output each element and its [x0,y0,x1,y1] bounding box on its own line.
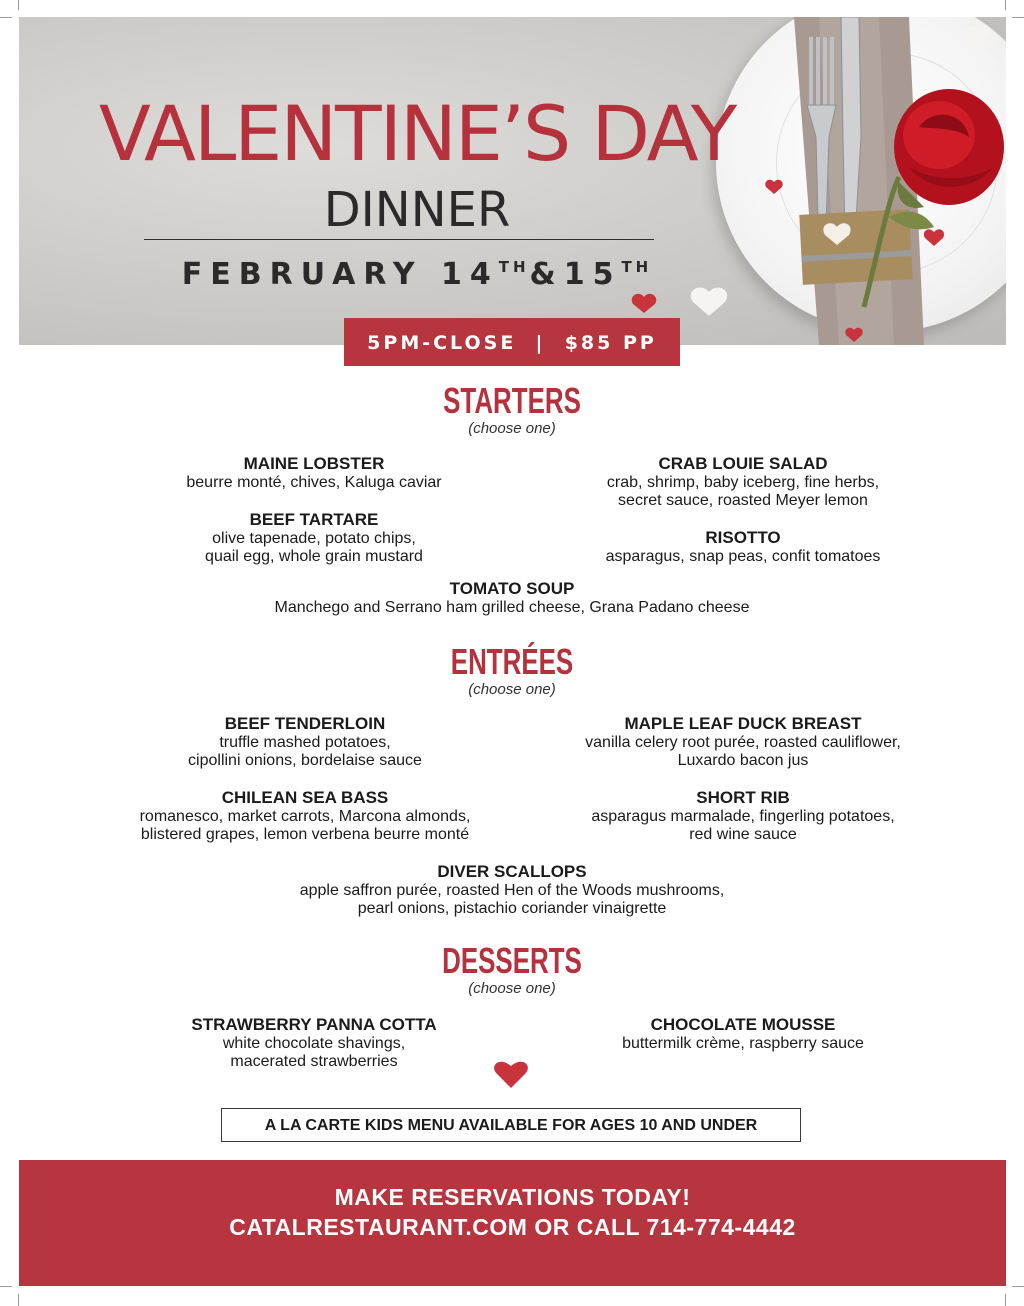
event-date: FEBRUARY 14TH&15TH [181,257,653,292]
time-price-badge: 5PM-CLOSE | $85 PP [344,318,680,366]
section-note: (choose one) [468,420,556,437]
crop-mark [1005,1294,1006,1306]
hero-banner [19,17,1006,345]
kids-menu-note: A LA CARTE KIDS MENU AVAILABLE FOR AGES 10 AND UNDER [221,1108,801,1142]
heart-icon [493,1058,529,1090]
crop-mark [1012,1286,1024,1287]
menu-item: BEEF TARTARE olive tapenade, potato chips, quail egg, whole grain mustard [205,510,423,565]
crop-mark [18,0,19,10]
crop-mark [0,17,12,18]
menu-item: MAPLE LEAF DUCK BREAST vanilla celery root purée, roasted cauliflower, Luxardo bacon jus [585,714,901,769]
divider [144,239,654,240]
section-title-starters: STARTERS [443,380,581,421]
section-title-entrees: ENTRÉES [450,641,574,682]
crop-mark [1005,0,1006,10]
page-subtitle: DINNER [323,182,511,238]
section-title-desserts: DESSERTS [442,940,582,981]
heart-icon [924,229,944,246]
section-note: (choose one) [468,681,556,698]
footer-banner [19,1160,1006,1286]
heart-icon [765,180,782,194]
place-setting-illustration [19,17,1006,345]
contact-info[interactable]: CATALRESTAURANT.COM OR CALL 714-774-4442 [229,1214,796,1240]
menu-item: RISOTTO asparagus, snap peas, confit tomatoes [605,528,881,565]
menu-item: CHOCOLATE MOUSSE buttermilk crème, raspberry sauce [622,1015,864,1052]
menu-item: DIVER SCALLOPS apple saffron purée, roasted Hen of the Woods mushrooms, pearl onions, pistachio coriander vinaigrette [299,862,725,917]
crop-mark [18,1294,19,1306]
menu-item: MAINE LOBSTER beurre monté, chives, Kaluga caviar [186,454,442,491]
menu-item: BEEF TENDERLOIN truffle mashed potatoes, cipollini onions, bordelaise sauce [188,714,422,769]
section-note: (choose one) [468,980,556,997]
menu-item: SHORT RIB asparagus marmalade, fingerling potatoes, red wine sauce [591,788,895,843]
crop-mark [0,1286,12,1287]
crop-mark [1012,17,1024,18]
menu-item: CRAB LOUIE SALAD crab, shrimp, baby iceberg, fine herbs, secret sauce, roasted Meyer lemon [606,454,880,509]
menu-item: TOMATO SOUP Manchego and Serrano ham grilled cheese, Grana Padano cheese [274,579,750,616]
page-title: VALENTINE’S DAY [98,89,736,178]
menu-item: CHILEAN SEA BASS romanesco, market carrots, Marcona almonds, blistered grapes, lemon verbena beurre monté [139,788,471,843]
heart-icon [967,26,992,45]
reservations-callout: MAKE RESERVATIONS TODAY! [334,1184,691,1210]
menu-item: STRAWBERRY PANNA COTTA white chocolate shavings, macerated strawberries [191,1015,437,1070]
heart-icon [632,294,657,313]
